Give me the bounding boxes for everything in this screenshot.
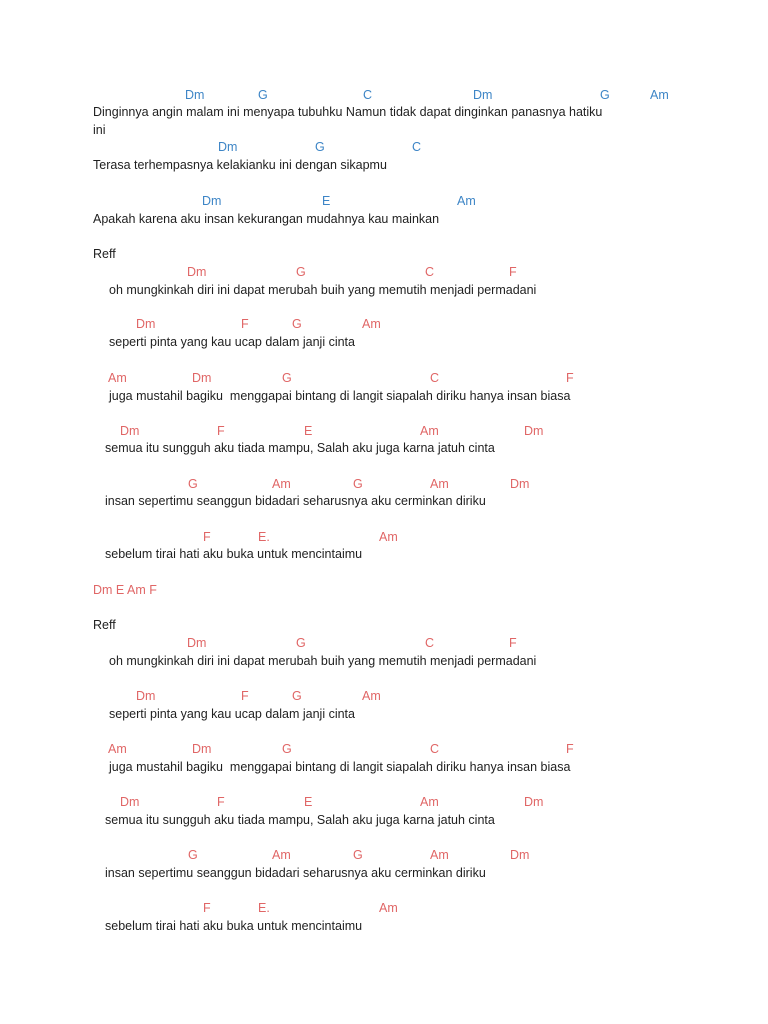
chord: E xyxy=(322,194,331,208)
chord: Am xyxy=(379,901,398,915)
chord: Am xyxy=(457,194,476,208)
chord: F xyxy=(566,742,574,756)
chord: Am xyxy=(362,689,381,703)
reff1-line1-lyric: oh mungkinkah diri ini dapat merubah buih yang memutih menjadi permadani xyxy=(109,283,537,297)
reff2-line5-lyric: insan sepertimu seanggun bidadari seharusnya aku cerminkan diriku xyxy=(105,866,486,880)
chord: C xyxy=(425,636,435,650)
chord: F xyxy=(241,689,249,703)
chord: C xyxy=(412,140,422,154)
chord: Dm xyxy=(510,848,530,862)
reff1-line4-lyric: semua itu sungguh aku tiada mampu, Salah aku juga karna jatuh cinta xyxy=(105,441,495,455)
chord: G xyxy=(296,636,306,650)
chord: E. xyxy=(258,530,270,544)
chord: Dm xyxy=(185,88,205,102)
verse-line1-lyric: Dinginnya angin malam ini menyapa tubuhku Namun tidak dapat dinginkan panasnya hatiku xyxy=(93,105,603,119)
chord: G xyxy=(315,140,325,154)
chord: F xyxy=(566,371,574,385)
reff-label: Reff xyxy=(93,618,116,632)
chord: Am xyxy=(650,88,669,102)
chord: Dm xyxy=(187,265,207,279)
chord: G xyxy=(282,742,292,756)
reff1-line6-lyric: sebelum tirai hati aku buka untuk mencintaimu xyxy=(105,547,363,561)
chord: Dm xyxy=(187,636,207,650)
chord: Am xyxy=(420,795,439,809)
chord: G xyxy=(296,265,306,279)
reff1-line5-lyric: insan sepertimu seanggun bidadari seharusnya aku cerminkan diriku xyxy=(105,494,486,508)
reff-label: Reff xyxy=(93,247,116,261)
reff1-line3-lyric: juga mustahil bagiku menggapai bintang di langit siapalah diriku hanya insan biasa xyxy=(109,389,571,403)
chord: G xyxy=(258,88,268,102)
chord: C xyxy=(425,265,435,279)
chord: G xyxy=(282,371,292,385)
chord: Dm xyxy=(192,371,212,385)
reff1-line2-lyric: seperti pinta yang kau ucap dalam janji cinta xyxy=(109,335,355,349)
reff2-line1-lyric: oh mungkinkah diri ini dapat merubah buih yang memutih menjadi permadani xyxy=(109,654,537,668)
chord: F xyxy=(217,424,225,438)
chord: F xyxy=(217,795,225,809)
chord: Am xyxy=(272,848,291,862)
chord: F xyxy=(203,530,211,544)
chord: F xyxy=(509,265,517,279)
chord: Dm xyxy=(510,477,530,491)
chord: Am xyxy=(430,477,449,491)
reff2-line6-lyric: sebelum tirai hati aku buka untuk mencintaimu xyxy=(105,919,363,933)
chord: G xyxy=(353,848,363,862)
chord: Dm xyxy=(120,795,140,809)
chord: Dm xyxy=(202,194,222,208)
verse-line2-lyric: Terasa terhempasnya kelakianku ini dengan sikapmu xyxy=(93,158,387,172)
verse-line1-lyric-wrap: ini xyxy=(93,123,106,137)
chord: Dm xyxy=(473,88,493,102)
chord: E xyxy=(304,424,313,438)
chord: F xyxy=(203,901,211,915)
chord: Am xyxy=(379,530,398,544)
reff2-line2-lyric: seperti pinta yang kau ucap dalam janji cinta xyxy=(109,707,355,721)
chord: Dm xyxy=(136,317,156,331)
chord: Dm xyxy=(524,795,544,809)
chord: C xyxy=(430,742,440,756)
chord: F xyxy=(509,636,517,650)
chord: Dm xyxy=(218,140,238,154)
chord: Dm xyxy=(120,424,140,438)
interlude-chords: Dm E Am F xyxy=(93,583,157,597)
chord: Am xyxy=(362,317,381,331)
chord: G xyxy=(600,88,610,102)
chord: Am xyxy=(108,742,127,756)
reff2-line3-lyric: juga mustahil bagiku menggapai bintang di langit siapalah diriku hanya insan biasa xyxy=(109,760,571,774)
chord: E xyxy=(304,795,313,809)
chord: G xyxy=(188,477,198,491)
chord: G xyxy=(292,317,302,331)
chord: G xyxy=(292,689,302,703)
chord: Am xyxy=(420,424,439,438)
chord: C xyxy=(363,88,373,102)
chord: Dm xyxy=(524,424,544,438)
chord: G xyxy=(353,477,363,491)
chord: Am xyxy=(272,477,291,491)
chord: Dm xyxy=(136,689,156,703)
verse-line3-lyric: Apakah karena aku insan kekurangan mudahnya kau mainkan xyxy=(93,212,440,226)
chord: G xyxy=(188,848,198,862)
reff2-line4-lyric: semua itu sungguh aku tiada mampu, Salah aku juga karna jatuh cinta xyxy=(105,813,495,827)
chord: F xyxy=(241,317,249,331)
chord: Am xyxy=(108,371,127,385)
chord: Dm xyxy=(192,742,212,756)
chord: Am xyxy=(430,848,449,862)
chord: C xyxy=(430,371,440,385)
chord: E. xyxy=(258,901,270,915)
